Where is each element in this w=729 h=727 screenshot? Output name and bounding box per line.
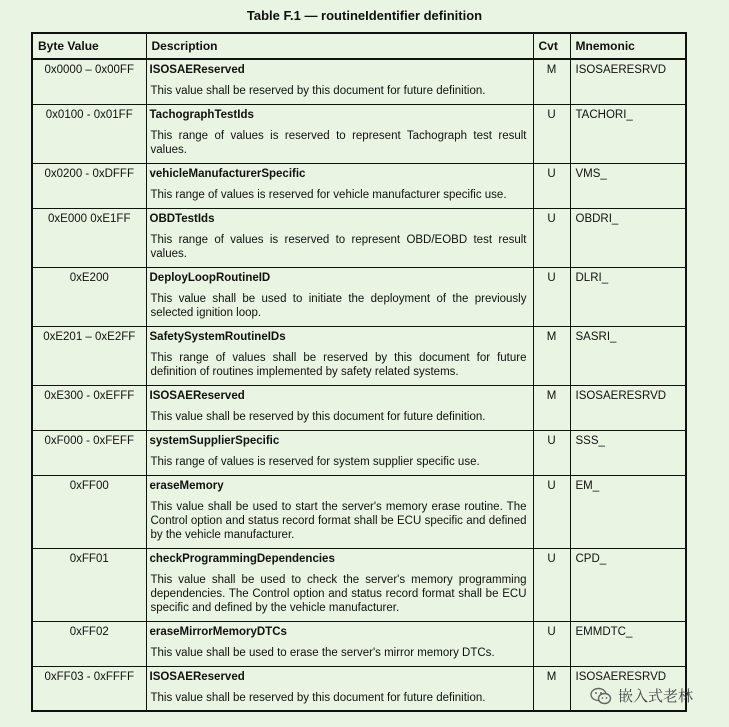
byte-value-cell: 0xF000 - 0xFEFF <box>32 430 146 475</box>
description-cell <box>146 59 533 104</box>
cvt-cell: U <box>533 208 570 267</box>
table-row <box>32 475 686 548</box>
table-row <box>32 666 686 711</box>
routine-name: ISOSAEReserved <box>149 389 245 402</box>
mnemonic-cell: SASRI_ <box>570 326 686 385</box>
table-row <box>32 163 686 208</box>
routine-description: This value shall be reserved by this document for future definition. <box>150 85 486 97</box>
byte-value-cell: 0xE000 0xE1FF <box>32 208 146 267</box>
routine-description: This value shall be used to start the server's memory erase routine. The Control option and status record format shall be ECU specific and defined by the vehicle manufacturer. <box>150 500 527 541</box>
cvt-cell: U <box>533 104 570 163</box>
routine-name: systemSupplierSpecific <box>149 434 280 447</box>
table-row <box>32 430 686 475</box>
byte-value-cell: 0xE201 – 0xE2FF <box>32 326 146 385</box>
table-row <box>32 385 686 430</box>
description-cell <box>146 430 533 475</box>
description-cell <box>146 267 533 326</box>
table-header-row <box>32 33 686 59</box>
routine-name: eraseMemory <box>149 479 224 492</box>
description-cell <box>146 163 533 208</box>
cvt-cell: U <box>533 475 570 548</box>
routine-name: SafetySystemRoutineIDs <box>149 330 286 343</box>
routine-identifier-table <box>31 32 687 712</box>
mnemonic-cell: CPD_ <box>570 548 686 621</box>
routine-description: This range of values is reserved for vehicle manufacturer specific use. <box>150 188 507 201</box>
routine-name: checkProgrammingDependencies <box>149 552 335 565</box>
routine-description: This range of values is reserved for system supplier specific use. <box>150 455 480 468</box>
routine-name: TachographTestIds <box>149 108 254 121</box>
byte-value-cell: 0x0200 - 0xDFFF <box>32 163 146 208</box>
routine-description: This value shall be used to erase the server's mirror memory DTCs. <box>150 646 495 659</box>
table-row <box>32 621 686 666</box>
watermark-text: 嵌入式老林 <box>618 688 694 705</box>
byte-value-cell: 0xFF03 - 0xFFFF <box>32 666 146 711</box>
description-cell <box>146 666 533 711</box>
table-row <box>32 208 686 267</box>
wechat-icon <box>590 687 612 705</box>
routine-description: This range of values is reserved to represent OBD/EOBD test result values. <box>150 233 527 260</box>
mnemonic-cell: OBDRI_ <box>570 208 686 267</box>
byte-value-cell: 0xE300 - 0xEFFF <box>32 385 146 430</box>
mnemonic-cell: DLRI_ <box>570 267 686 326</box>
cvt-cell: M <box>533 385 570 430</box>
cvt-cell: M <box>533 666 570 711</box>
routine-name: ISOSAEReserved <box>149 64 245 76</box>
header-description: Description <box>146 33 533 59</box>
header-mnemonic: Mnemonic <box>570 33 686 59</box>
mnemonic-cell: ISOSAERESRVD <box>570 385 686 430</box>
routine-description: This range of values shall be reserved by this document for future definition of routines implemented by safety related systems. <box>150 351 527 378</box>
byte-value-cell: 0xFF01 <box>32 548 146 621</box>
byte-value-cell: 0xE200 <box>32 267 146 326</box>
cvt-cell: M <box>533 326 570 385</box>
mnemonic-cell: SSS_ <box>570 430 686 475</box>
routine-description: This value shall be reserved by this document for future definition. <box>150 691 486 704</box>
description-cell <box>146 475 533 548</box>
mnemonic-cell: EM_ <box>570 475 686 548</box>
description-cell <box>146 385 533 430</box>
cvt-cell: M <box>533 59 570 104</box>
byte-value-cell: 0xFF00 <box>32 475 146 548</box>
routine-description: This range of values is reserved to represent Tachograph test result values. <box>150 129 527 156</box>
mnemonic-cell: ISOSAERESRVD <box>570 666 686 711</box>
table-row <box>32 59 686 104</box>
mnemonic-cell: ISOSAERESRVD <box>570 59 686 104</box>
routine-name: vehicleManufacturerSpecific <box>149 167 306 180</box>
watermark <box>590 685 693 706</box>
cvt-cell: U <box>533 163 570 208</box>
description-cell <box>146 208 533 267</box>
description-cell <box>146 548 533 621</box>
cvt-cell: U <box>533 548 570 621</box>
header-cvt: Cvt <box>533 33 570 59</box>
routine-description: This value shall be used to initiate the deployment of the previously selected ignition loop. <box>150 292 527 319</box>
routine-name: ISOSAEReserved <box>149 670 245 683</box>
mnemonic-cell: VMS_ <box>570 163 686 208</box>
byte-value-cell: 0x0100 - 0x01FF <box>32 104 146 163</box>
routine-name: eraseMirrorMemoryDTCs <box>149 625 287 638</box>
cvt-cell: U <box>533 621 570 666</box>
routine-name: OBDTestIds <box>149 212 215 225</box>
mnemonic-cell: TACHORI_ <box>570 104 686 163</box>
cvt-cell: U <box>533 267 570 326</box>
table-caption: Table F.1 — routineIdentifier definition <box>246 8 483 23</box>
description-cell <box>146 326 533 385</box>
table-row <box>32 267 686 326</box>
table-row <box>32 548 686 621</box>
table-row <box>32 326 686 385</box>
routine-description: This value shall be used to check the server's memory programming dependencies. The Control option and status record format shall be ECU specific and defined by the vehicle manufacturer. <box>150 573 527 614</box>
byte-value-cell: 0x0000 – 0x00FF <box>32 59 146 104</box>
mnemonic-cell: EMMDTC_ <box>570 621 686 666</box>
table-row <box>32 104 686 163</box>
header-byte-value: Byte Value <box>32 33 146 59</box>
byte-value-cell: 0xFF02 <box>32 621 146 666</box>
routine-name: DeployLoopRoutineID <box>149 271 271 284</box>
routine-description: This value shall be reserved by this document for future definition. <box>150 410 486 423</box>
cvt-cell: U <box>533 430 570 475</box>
description-cell <box>146 621 533 666</box>
description-cell <box>146 104 533 163</box>
